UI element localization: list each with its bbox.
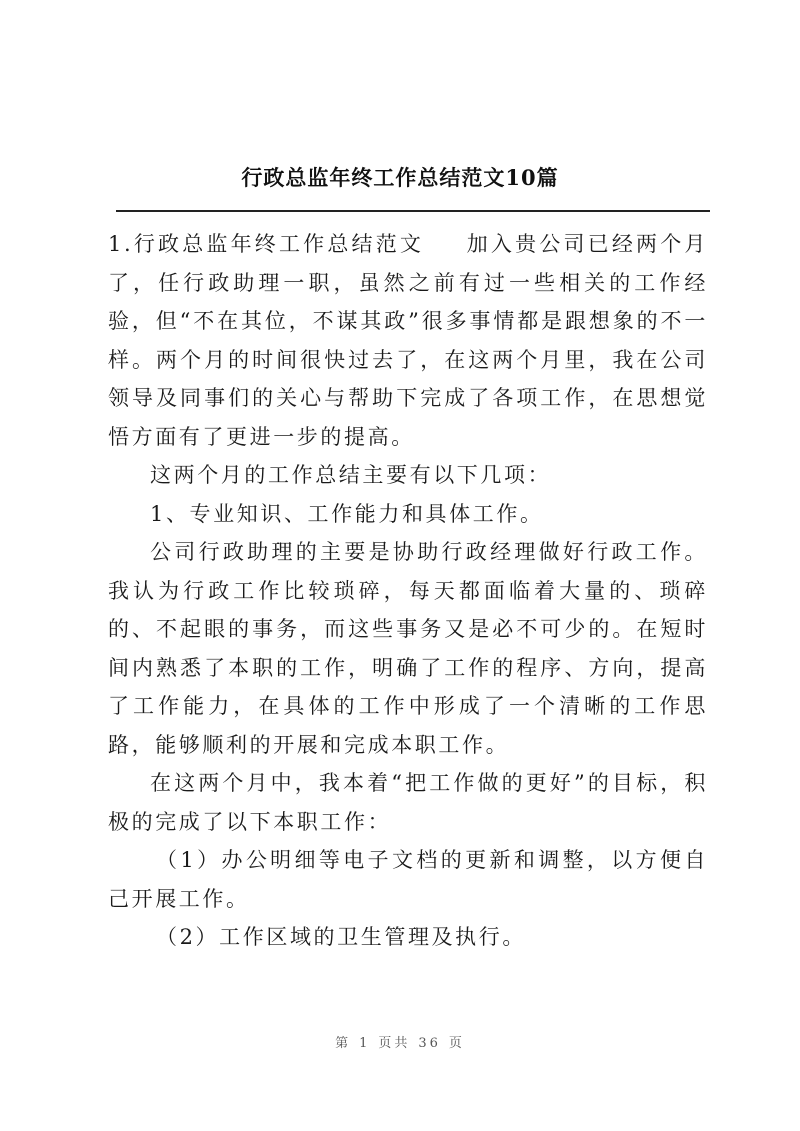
list-item-2: （2）工作区域的卫生管理及执行。 [156, 925, 526, 949]
document-body [108, 225, 708, 957]
footer-total-pages: 36 [418, 1036, 441, 1051]
paragraph-2: 这两个月的工作总结主要有以下几项： [150, 463, 552, 487]
list-item-1: （1）办公明细等电子文档的更新和调整，以方便自己开展工作。 [108, 848, 708, 911]
title-underline [116, 210, 710, 212]
paragraph-4: 公司行政助理的主要是协助行政经理做好行政工作。我认为行政工作比较琐碎，每天都面临着大量的、琐碎的、不起眼的事务，而这些事务又是必不可少的。在短时间内熟悉了本职的工作，明确了工作的程序、方向，提高了工作能力，在具体的工作中形成了一个清晰的工作思路，能够顺利的开展和完成本职工作。 [108, 540, 708, 757]
paragraph-5: 在这两个月中，我本着“把工作做的更好”的目标，积极的完成了以下本职工作： [108, 771, 708, 834]
paragraph-1-text: 加入贵公司已经两个月了，任行政助理一职，虽然之前有过一些相关的工作经验，但“不在其位，不谋其政”很多事情都是跟想象的不一样。两个月的时间很快过去了，在这两个月里，我在公司领导及同事们的关心与帮助下完成了各项工作，在思想觉悟方面有了更进一步的提高。 [108, 232, 709, 449]
footer-current-page: 1 [359, 1036, 371, 1051]
paragraph-1 [108, 225, 708, 456]
paragraph-3: 1、专业知识、工作能力和具体工作。 [150, 501, 544, 526]
section-heading: 1.行政总监年终工作总结范文 [108, 232, 425, 256]
footer-label-end: 页 [448, 1036, 465, 1051]
page-footer [0, 1032, 800, 1051]
footer-label-of: 页共 [378, 1036, 411, 1051]
document-title: 行政总监年终工作总结范文10篇 [241, 165, 559, 190]
footer-label-page: 第 [335, 1036, 352, 1051]
